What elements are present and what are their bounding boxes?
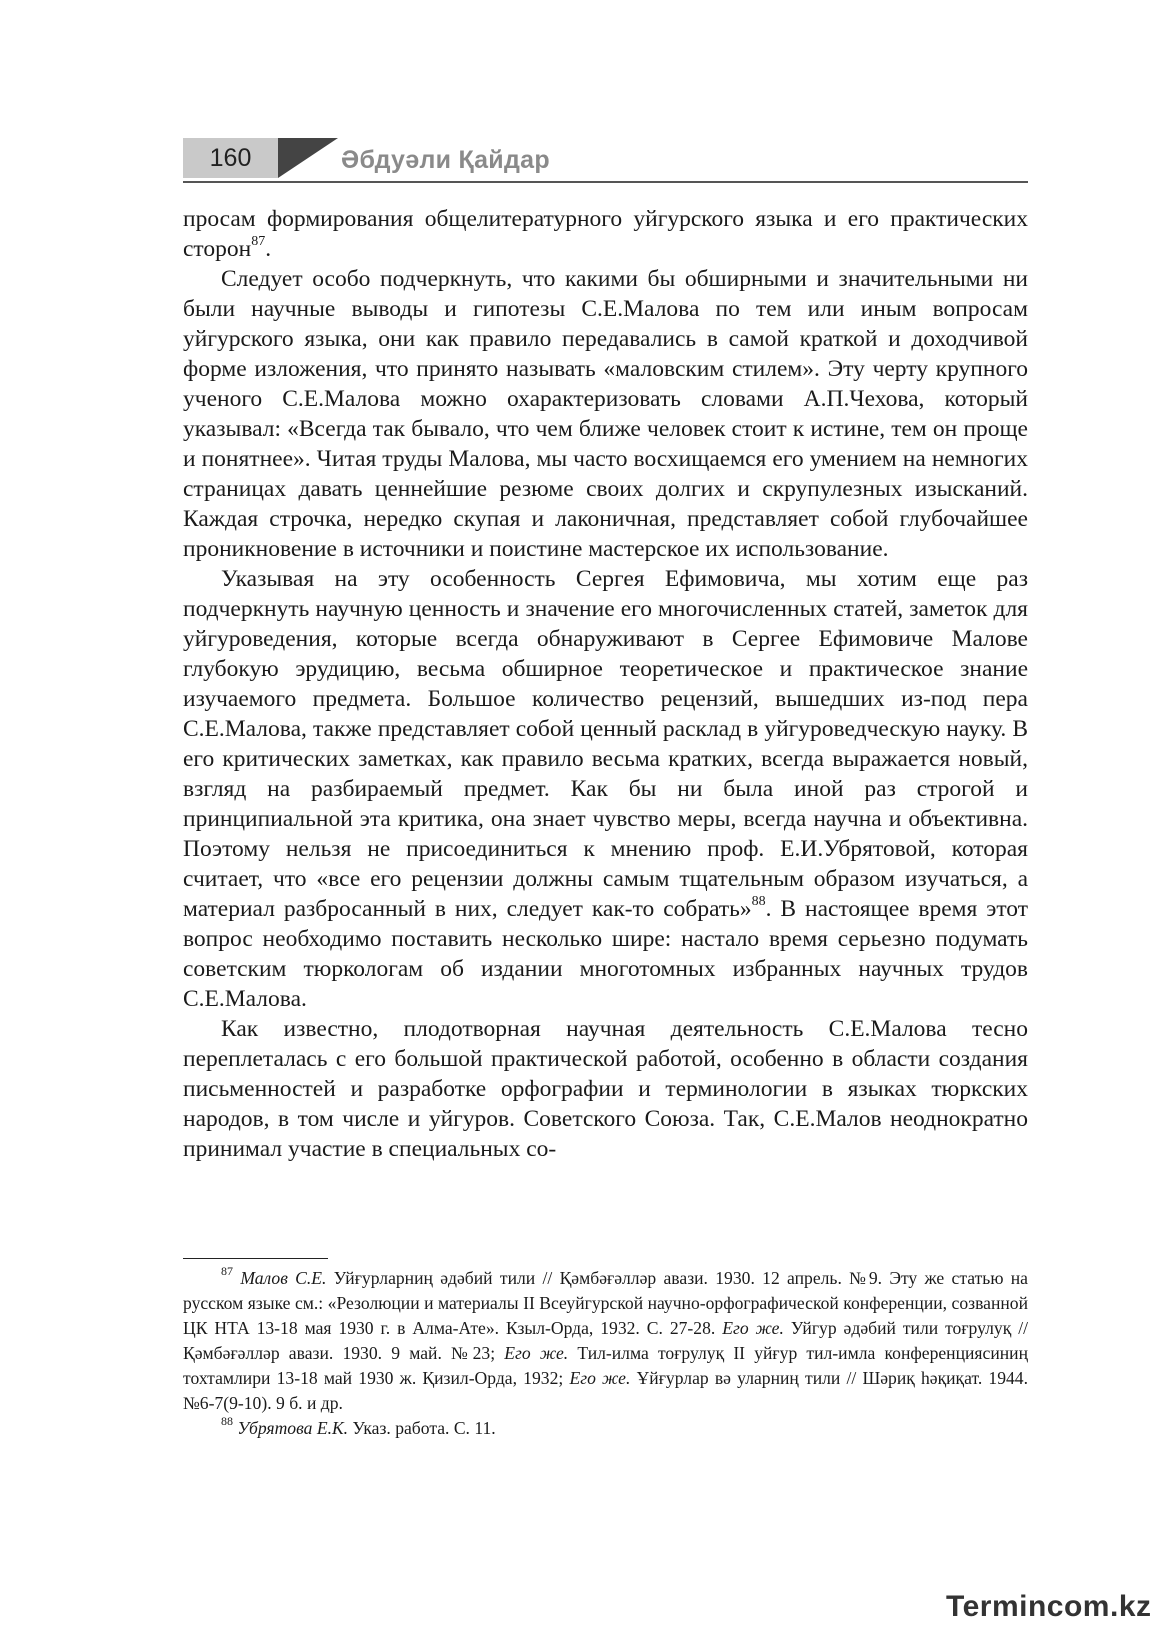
- footnote-text: Тил-илма тоғрулуқ II уйғур тил-имла конференциясиниң тохтамлири 13-18 май 1930 ж. Қизил-Орда, 1932;: [183, 1343, 1028, 1388]
- footnote-ref-87[interactable]: 87: [251, 234, 266, 250]
- body-text: [183, 204, 1028, 1164]
- paragraph-text-tail: . В настоящее время этот вопрос необходимо поставить несколько шире: настало время серьезно подумать советским тюркологам об издании многотомных избранных научных трудов С.Е.Малова.: [183, 896, 1028, 1012]
- footnote-text: Ұйғурлар вә уларниң тили // Шәриқ һәқиқат. 1944. №6-7(9-10). 9 б. и др.: [183, 1368, 1028, 1413]
- footnote-87: [183, 1266, 1028, 1416]
- footnote-text: Указ. работа. С. 11.: [348, 1418, 496, 1438]
- footnote-author: Малов С.Е.: [240, 1268, 327, 1288]
- footnote-number: 87: [221, 1264, 233, 1279]
- paragraph-text: Указывая на эту особенность Сергея Ефимовича, мы хотим еще раз подчеркнуть научную ценность и значение его многочисленных статей, заметок для уйгуроведения, которые всегда обнаруживают в Сергее Ефимовиче Малове глубокую эрудицию, весьма обширное теоретическое и практическое знание изучаемого предмета. Большое количество рецензий, вышедших из-под пера С.Е.Малова, также представляет собой ценный расклад в уйгуроведческую науку. В его критических заметках, как правило весьма кратких, всегда выражается новый, взгляд на разбираемый предмет. Как бы ни была иной раз строгой и принципиальной эта критика, она знает чувство меры, всегда научна и объективна. Поэтому нельзя не присоединиться к мнению проф. Е.И.Убрятовой, которая считает, что «все его рецензии должны самым тщательным образом изучаться, а материал разбросанный в них, следует как-то собрать»: [183, 566, 1028, 922]
- header-rule: [183, 181, 1028, 183]
- header-author-name: Әбдуәли Қайдар: [341, 146, 550, 174]
- footnote-number: 88: [221, 1414, 233, 1429]
- footnote-ref-88[interactable]: 88: [751, 894, 766, 910]
- paragraph-text-tail: .: [265, 236, 272, 262]
- footnote-ibid: Его же.: [722, 1318, 784, 1338]
- header-wedge-decoration: [278, 138, 338, 178]
- footnotes: [183, 1266, 1028, 1441]
- footnote-separator: [183, 1258, 328, 1259]
- page-number: 160: [183, 138, 278, 178]
- footnote-ibid: Его же.: [504, 1343, 569, 1363]
- footnote-text: Уйғурларниң әдәбий тили // Қәмбәғәлләр авази. 1930. 12 апрель. №9. Эту же статью на русском языке см.: «Резолюции и материалы II Всеуйгурской научно-орфографической конференции, созванной ЦК НТА 13-18 мая 1930 г. в Алма-Ате». Кзыл-Орда, 1932. С. 27-28.: [183, 1268, 1028, 1338]
- footnote-author: Убрятова Е.К.: [237, 1418, 349, 1438]
- running-header: [183, 138, 1028, 190]
- paragraph-text: Следует особо подчеркнуть, что какими бы обширными и значительными ни были научные выводы и гипотезы С.Е.Малова по тем или иным вопросам уйгурского языка, они как правило передавались в самой краткой и доходчивой форме изложения, что принято называть «маловским стилем». Эту черту крупного ученого С.Е.Малова можно охарактеризовать словами А.П.Чехова, который указывал: «Всегда так бывало, что чем ближе человек стоит к истине, тем он проще и понятнее». Читая труды Малова, мы часто восхищаемся его умением на немногих страницах давать ценнейшие резюме своих долгих и скрупулезных изысканий. Каждая строчка, нередко скупая и лаконичная, представляет собой глубочайшее проникновение в источники и поистине мастерское их использование.: [183, 266, 1028, 562]
- paragraph: [183, 564, 1028, 1014]
- footnote-88: [183, 1416, 1028, 1441]
- footnote-text: Уйгур әдәбий тили тоғрулуқ // Қәмбәғәлләр авази. 1930. 9 май. №23;: [183, 1318, 1028, 1363]
- footnote-ibid: Его же.: [569, 1368, 631, 1388]
- paragraph-text: просам формирования общелитературного уйгурского языка и его практических сторон: [183, 206, 1028, 262]
- watermark-logo: Termincom.kz: [946, 1590, 1152, 1623]
- paragraph-text: Как известно, плодотворная научная деятельность С.Е.Малова тесно переплеталась с его большой практической работой, особенно в области создания письменностей и разработке орфографии и терминологии в языках тюркских народов, в том числе и уйгуров. Советского Союза. Так, С.Е.Малов неоднократно принимал участие в специальных со-: [183, 1016, 1028, 1162]
- paragraph: [183, 264, 1028, 564]
- paragraph: [183, 1014, 1028, 1164]
- paragraph-continuation: [183, 204, 1028, 264]
